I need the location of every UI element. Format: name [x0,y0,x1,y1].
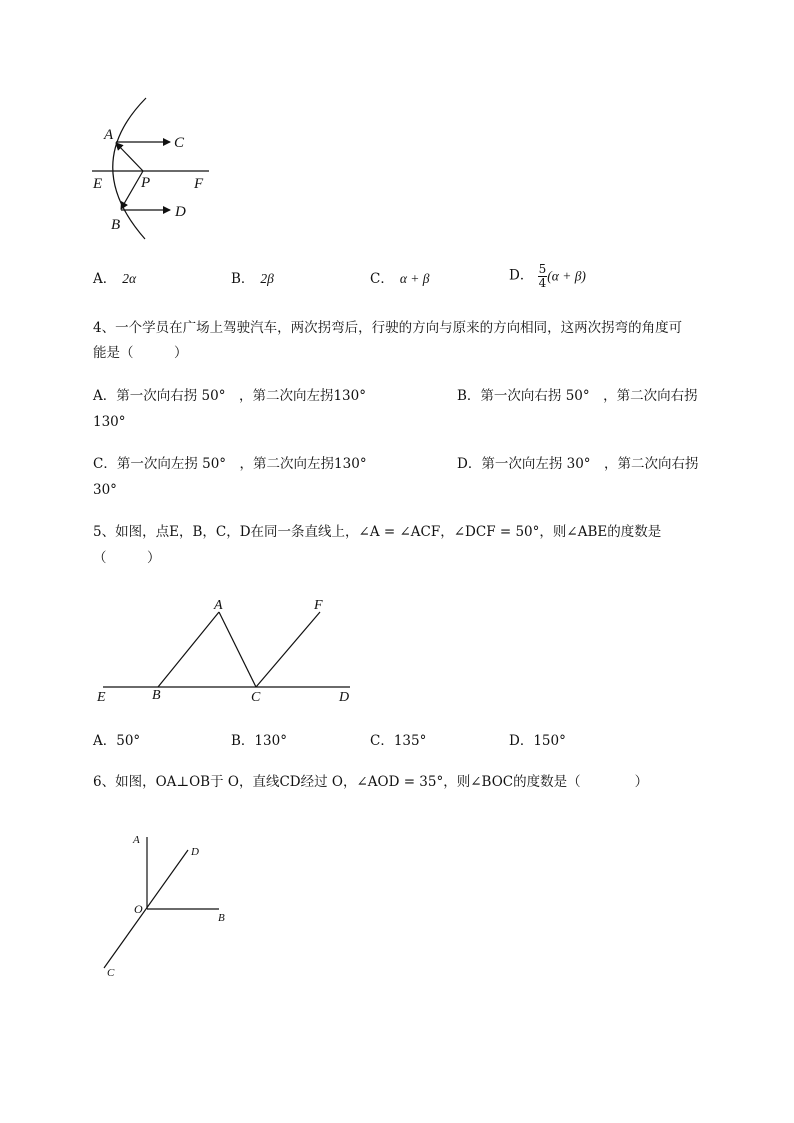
label-a: A [104,127,114,143]
q5-option-d[interactable]: D．150° [509,733,566,749]
label-p: P [141,175,151,191]
label-d: D [339,690,350,705]
fraction-numerator: 5 [538,262,547,276]
q4-stem-line2: 能是（ ） [93,345,188,361]
label-f: F [314,598,323,613]
label-e: E [97,690,106,705]
q5-stem-line1: 5、如图，点E，B，C，D在同一条直线上，∠A = ∠ACF，∠DCF = 50°，则∠ABE的度数是 [93,524,662,540]
q4-option-c[interactable]: C．第一次向左拐 50° ，第二次向左拐130° [93,456,367,472]
label-o: O [134,902,143,916]
label-b: B [111,217,121,233]
q4-option-b-cont: 130° [93,414,126,430]
option-expr: 2β [260,271,274,286]
q6-stem-line1: 6、如图，OA⊥OB于 O，直线CD经过 O，∠AOD = 35°，则∠BOC的度数是（ ） [93,774,649,790]
option-expr: α + β [399,271,430,286]
option-expr: 2α [122,271,137,286]
label-a: A [214,598,223,613]
label-c: C [174,135,185,151]
option-key: D． [509,267,534,284]
q4-option-d[interactable]: D．第一次向左拐 30° ，第二次向右拐 [457,456,699,472]
option-expr: (α + β) [547,268,586,284]
fraction-denominator: 4 [538,275,547,290]
label-a: A [133,834,140,846]
q4-option-d-cont: 30° [93,482,117,498]
label-c: C [251,690,261,705]
label-d: D [191,846,199,858]
q5-option-a[interactable]: A．50° [93,733,141,749]
q5-stem-line2: （ ） [93,550,161,566]
label-c: C [107,967,115,979]
q4-option-b[interactable]: B．第一次向右拐 50° ，第二次向右拐 [457,388,698,404]
q4-option-a[interactable]: A．第一次向右拐 50° ，第二次向左拐130° [93,388,366,404]
label-e: E [93,176,103,192]
label-f: F [194,176,204,192]
q5-option-c[interactable]: C．135° [370,733,427,749]
label-d: D [175,204,186,220]
option-key: A． [93,271,117,287]
option-key: B． [231,271,255,287]
label-b: B [218,912,225,924]
label-b: B [152,688,161,703]
q5-option-b[interactable]: B．130° [231,733,287,749]
q4-stem-line1: 4、一个学员在广场上驾驶汽车，两次拐弯后，行驶的方向与原来的方向相同，这两次拐弯的角度可 [93,320,683,336]
option-key: C． [370,271,394,287]
